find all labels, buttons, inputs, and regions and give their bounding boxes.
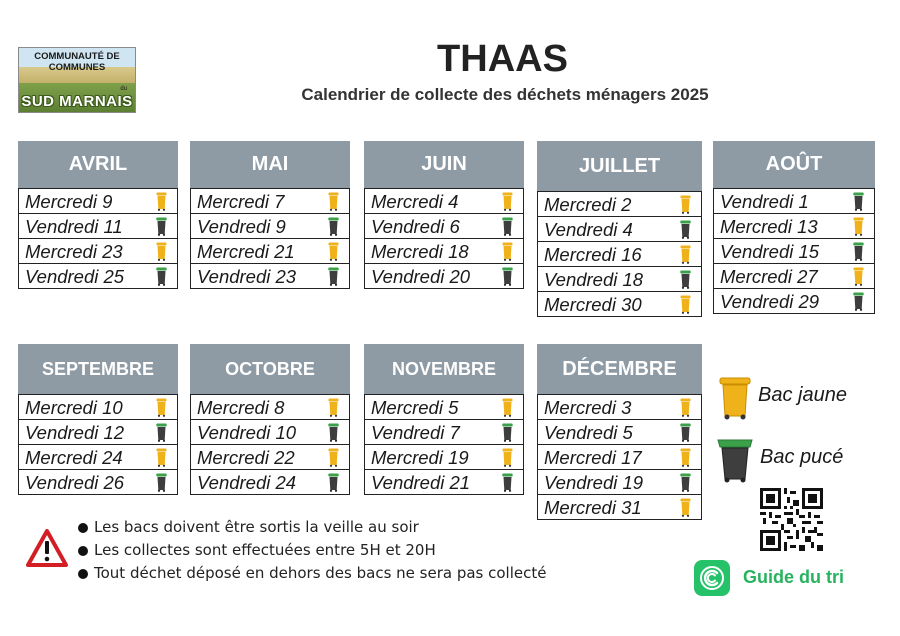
collection-date-label: Vendredi 18 <box>544 269 644 290</box>
collection-date-row <box>19 214 177 239</box>
yellow-bin-icon <box>156 192 167 211</box>
collection-date-label: Vendredi 9 <box>197 216 286 237</box>
collection-date-label: Mercredi 27 <box>720 266 818 287</box>
collection-date-row <box>191 420 349 445</box>
legend-green-label: Bac pucé <box>760 446 844 468</box>
yellow-bin-icon <box>680 398 691 417</box>
collection-date-row <box>538 242 701 267</box>
month-block-novembre <box>364 344 524 495</box>
recycle-c-icon <box>699 565 725 591</box>
month-header: MAI <box>190 141 350 188</box>
logo-line-3: SUD MARNAIS <box>21 93 133 110</box>
collection-date-label: Mercredi 30 <box>544 294 642 315</box>
legend-yellow-label: Bac jaune <box>758 384 847 406</box>
collection-date-row <box>538 445 701 470</box>
collection-date-row <box>365 445 523 470</box>
collection-date-label: Mercredi 7 <box>197 191 285 212</box>
collection-date-label: Vendredi 4 <box>544 219 633 240</box>
month-dates-list <box>537 191 702 317</box>
logo-text-2: COMMUNES <box>48 62 106 73</box>
month-block-septembre <box>18 344 178 495</box>
collection-date-label: Vendredi 24 <box>197 472 297 493</box>
collection-date-label: Mercredi 31 <box>544 497 642 518</box>
green-bin-icon <box>853 292 864 311</box>
yellow-bin-icon <box>853 217 864 236</box>
collection-date-row <box>538 395 701 420</box>
logo-small-text: du <box>120 86 127 92</box>
yellow-bin-icon <box>853 267 864 286</box>
green-bin-icon <box>680 270 691 289</box>
yellow-bin-icon <box>680 295 691 314</box>
collection-date-label: Mercredi 2 <box>544 194 632 215</box>
collection-date-row <box>191 189 349 214</box>
collection-date-row <box>714 239 874 264</box>
collection-date-row <box>538 292 701 317</box>
green-bin-icon <box>156 217 167 236</box>
green-bin-icon <box>853 192 864 211</box>
collection-date-row <box>714 264 874 289</box>
green-bin-icon <box>502 473 513 492</box>
month-dates-list <box>537 394 702 520</box>
green-bin-legend-icon <box>716 437 754 483</box>
month-dates-list <box>713 188 875 314</box>
collection-date-label: Mercredi 13 <box>720 216 818 237</box>
collection-date-label: Vendredi 15 <box>720 241 820 262</box>
green-bin-icon <box>156 473 167 492</box>
collection-date-row <box>538 192 701 217</box>
collection-date-label: Mercredi 5 <box>371 397 459 418</box>
collection-date-label: Vendredi 1 <box>720 191 809 212</box>
collection-date-label: Mercredi 4 <box>371 191 459 212</box>
collection-date-row <box>191 214 349 239</box>
month-dates-list <box>364 394 524 495</box>
month-dates-list <box>18 394 178 495</box>
month-block-octobre <box>190 344 350 495</box>
month-block-juin <box>364 141 524 289</box>
collection-date-row <box>365 395 523 420</box>
month-block-mai <box>190 141 350 289</box>
warning-icon <box>25 528 69 568</box>
page-subtitle: Calendrier de collecte des déchets ménagers 2025 <box>301 85 709 104</box>
guide-du-tri-app-icon[interactable] <box>694 560 730 596</box>
yellow-bin-icon <box>328 192 339 211</box>
green-bin-icon <box>680 423 691 442</box>
month-header: AOÛT <box>713 141 875 188</box>
collection-date-row <box>365 420 523 445</box>
collection-date-row <box>19 445 177 470</box>
month-dates-list <box>190 188 350 289</box>
collection-date-label: Vendredi 5 <box>544 422 633 443</box>
communaute-logo <box>18 47 136 113</box>
collection-date-row <box>191 264 349 289</box>
green-bin-icon <box>328 473 339 492</box>
month-dates-list <box>18 188 178 289</box>
collection-date-row <box>365 264 523 289</box>
green-bin-icon <box>502 423 513 442</box>
collection-date-row <box>19 239 177 264</box>
yellow-bin-icon <box>502 398 513 417</box>
month-block-décembre <box>537 344 702 520</box>
note-item <box>78 539 638 562</box>
yellow-bin-icon <box>680 245 691 264</box>
yellow-bin-icon <box>328 448 339 467</box>
collection-date-label: Mercredi 21 <box>197 241 295 262</box>
month-header: NOVEMBRE <box>364 344 524 394</box>
collection-date-row <box>714 214 874 239</box>
collection-date-label: Vendredi 19 <box>544 472 644 493</box>
month-block-juillet <box>537 141 702 317</box>
collection-date-row <box>191 395 349 420</box>
collection-date-row <box>538 267 701 292</box>
green-bin-icon <box>328 267 339 286</box>
green-bin-icon <box>680 220 691 239</box>
logo-text-1: COMMUNAUTÉ DE <box>34 51 120 62</box>
qr-code-icon[interactable] <box>760 488 823 551</box>
bullet-icon <box>78 569 88 579</box>
collection-date-label: Vendredi 20 <box>371 266 471 287</box>
month-header: DÉCEMBRE <box>537 344 702 394</box>
note-item <box>78 516 638 539</box>
collection-date-row <box>19 420 177 445</box>
collection-date-label: Vendredi 21 <box>371 472 471 493</box>
collection-date-row <box>19 395 177 420</box>
yellow-bin-icon <box>328 398 339 417</box>
collection-date-label: Vendredi 10 <box>197 422 297 443</box>
month-dates-list <box>364 188 524 289</box>
note-text: Les collectes sont effectuées entre 5H et 20H <box>94 541 436 559</box>
collection-date-row <box>365 189 523 214</box>
yellow-bin-icon <box>502 242 513 261</box>
collection-date-label: Vendredi 29 <box>720 291 820 312</box>
logo-line-1 <box>19 51 135 73</box>
green-bin-icon <box>328 423 339 442</box>
collection-date-label: Vendredi 25 <box>25 266 125 287</box>
bullet-icon <box>78 546 88 556</box>
yellow-bin-icon <box>502 192 513 211</box>
collection-date-row <box>714 189 874 214</box>
collection-date-row <box>191 239 349 264</box>
yellow-bin-icon <box>680 448 691 467</box>
page-title: THAAS <box>437 38 568 80</box>
yellow-bin-icon <box>680 498 691 517</box>
guide-du-tri-label[interactable]: Guide du tri <box>743 567 844 587</box>
note-text: Tout déchet déposé en dehors des bacs ne sera pas collecté <box>94 564 547 582</box>
green-bin-icon <box>156 267 167 286</box>
note-text: Les bacs doivent être sortis la veille au soir <box>94 518 419 536</box>
green-bin-icon <box>680 473 691 492</box>
collection-date-label: Mercredi 10 <box>25 397 123 418</box>
collection-date-label: Mercredi 23 <box>25 241 123 262</box>
green-bin-icon <box>328 217 339 236</box>
month-header: SEPTEMBRE <box>18 344 178 394</box>
collection-date-label: Vendredi 26 <box>25 472 125 493</box>
month-header: JUILLET <box>537 141 702 191</box>
collection-date-label: Mercredi 3 <box>544 397 632 418</box>
collection-date-label: Vendredi 12 <box>25 422 125 443</box>
collection-date-row <box>19 189 177 214</box>
collection-date-label: Mercredi 8 <box>197 397 285 418</box>
green-bin-icon <box>156 423 167 442</box>
collection-date-label: Mercredi 16 <box>544 244 642 265</box>
yellow-bin-icon <box>156 242 167 261</box>
collection-date-row <box>191 445 349 470</box>
collection-date-label: Mercredi 18 <box>371 241 469 262</box>
collection-date-row <box>19 264 177 289</box>
collection-date-label: Mercredi 19 <box>371 447 469 468</box>
yellow-bin-icon <box>502 448 513 467</box>
yellow-bin-icon <box>680 195 691 214</box>
green-bin-icon <box>502 267 513 286</box>
bullet-icon <box>78 523 88 533</box>
green-bin-icon <box>853 242 864 261</box>
collection-date-label: Mercredi 9 <box>25 191 113 212</box>
collection-date-label: Vendredi 6 <box>371 216 460 237</box>
month-dates-list <box>190 394 350 495</box>
month-block-avril <box>18 141 178 289</box>
collection-date-row <box>191 470 349 495</box>
yellow-bin-legend-icon <box>718 376 752 420</box>
collection-date-label: Vendredi 7 <box>371 422 460 443</box>
month-header: OCTOBRE <box>190 344 350 394</box>
collection-date-row <box>365 214 523 239</box>
collection-date-label: Mercredi 22 <box>197 447 295 468</box>
month-header: JUIN <box>364 141 524 188</box>
collection-date-row <box>538 217 701 242</box>
month-header: AVRIL <box>18 141 178 188</box>
collection-date-label: Vendredi 11 <box>25 216 123 237</box>
collection-date-row <box>714 289 874 314</box>
yellow-bin-icon <box>328 242 339 261</box>
collection-date-label: Vendredi 23 <box>197 266 297 287</box>
collection-date-row <box>19 470 177 495</box>
yellow-bin-icon <box>156 448 167 467</box>
collection-date-row <box>365 239 523 264</box>
green-bin-icon <box>502 217 513 236</box>
month-block-août <box>713 141 875 314</box>
note-item <box>78 562 638 585</box>
yellow-bin-icon <box>156 398 167 417</box>
collection-date-label: Mercredi 17 <box>544 447 642 468</box>
collection-date-label: Mercredi 24 <box>25 447 123 468</box>
collection-date-row <box>538 470 701 495</box>
collection-date-row <box>365 470 523 495</box>
collection-date-row <box>538 420 701 445</box>
notes-list <box>78 516 638 585</box>
